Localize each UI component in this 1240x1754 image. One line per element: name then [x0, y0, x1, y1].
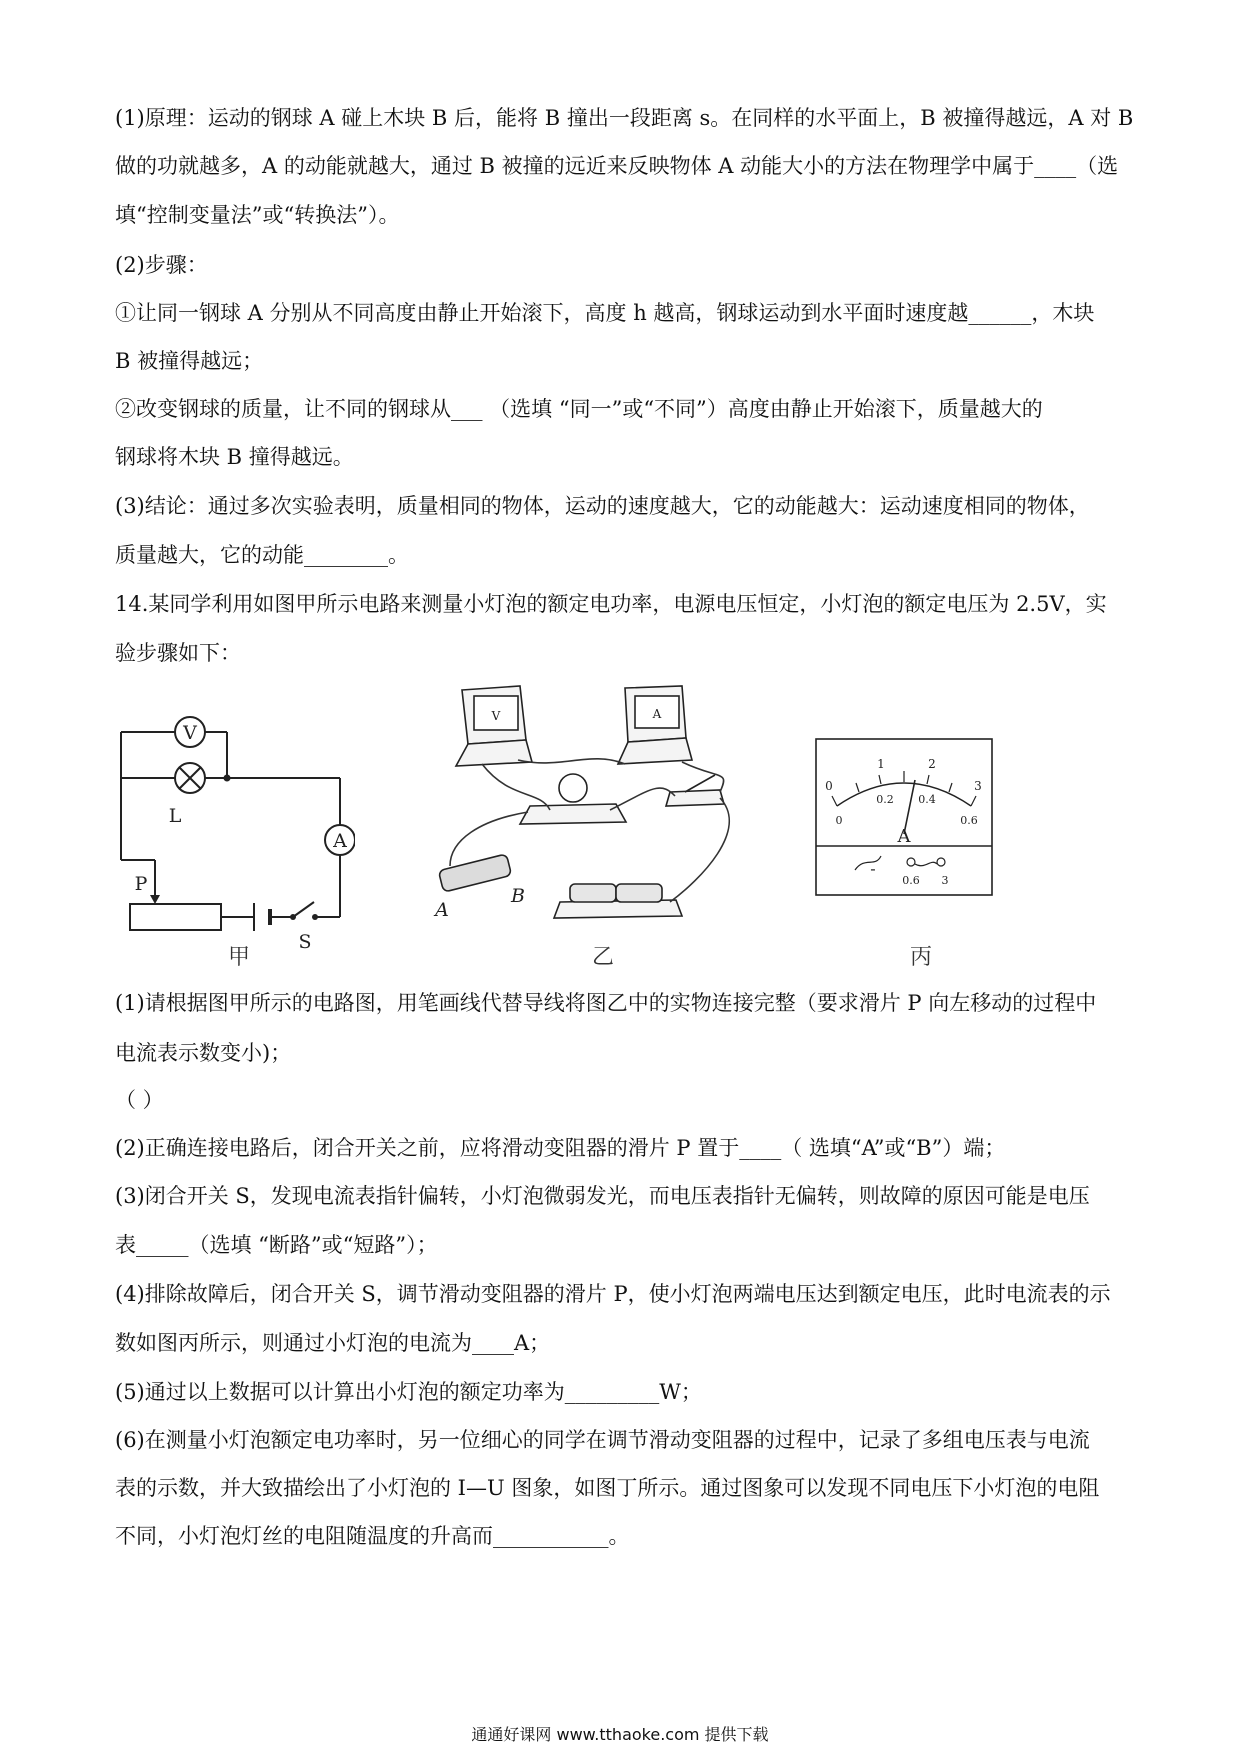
q14-item4-line2: 数如图丙所示，则通过小灯泡的电流为____A；: [115, 1331, 551, 1355]
bing-bottom-tick-2: 0.4: [918, 793, 936, 806]
q14-item6-line1: (6)在测量小灯泡额定电功率时，另一位细心的同学在调节滑动变阻器的过程中，记录了多组电压表与电流: [115, 1428, 1090, 1452]
bing-unit-label: A: [897, 826, 911, 847]
ammeter-face-bing: [815, 738, 995, 898]
bing-top-tick-0: 0: [825, 779, 833, 793]
bing-terminal-negative: -: [870, 859, 876, 878]
q14-item1-answer-blank: （ ）: [115, 1088, 164, 1112]
q14-item6-line2: 表的示数，并大致描绘出了小灯泡的 I—U 图象，如图丁所示。通过图象可以发现不同电压下小灯泡的电阻: [115, 1476, 1100, 1500]
jia-slider-label: P: [134, 873, 148, 895]
bing-bottom-tick-0: 0: [835, 814, 843, 827]
q14-stem-line1: 14.某同学利用如图甲所示电路来测量小灯泡的额定电功率，电源电压恒定，小灯泡的额定电压为 2.5V，实: [115, 592, 1107, 616]
q14-item5: (5)通过以上数据可以计算出小灯泡的额定功率为_________W；: [115, 1380, 702, 1404]
bing-top-tick-1: 1: [877, 757, 885, 771]
q13-principle-line1: (1)原理：运动的钢球 A 碰上木块 B 后，能将 B 撞出一段距离 s。在同样的水平面上，B 被撞得越远，A 对 B: [115, 106, 1134, 130]
yi-voltmeter-face-label: V: [491, 709, 501, 723]
q14-item4-line1: (4)排除故障后，闭合开关 S，调节滑动变阻器的滑片 P，使小灯泡两端电压达到额定电压，此时电流表的示: [115, 1282, 1111, 1306]
jia-voltmeter-label: V: [183, 722, 197, 744]
q13-step2-line1: ②改变钢球的质量，让不同的钢球从___ （选填 “同一”或“不同”）高度由静止开始滚下，质量越大的: [115, 397, 1043, 421]
q13-principle-line2: 做的功就越多，A 的动能就越大，通过 B 被撞的远近来反映物体 A 动能大小的方法在物理学中属于____（选: [115, 154, 1119, 178]
jia-switch-label: S: [298, 931, 312, 950]
q14-figures: [115, 690, 1015, 970]
yi-end-b-label: B: [511, 885, 525, 907]
q13-conclusion-line1: (3)结论：通过多次实验表明，质量相同的物体，运动的速度越大，它的动能越大：运动速度相同的物体，: [115, 494, 1090, 518]
bing-terminal-3: 3: [941, 874, 949, 887]
yi-ammeter-face-label: A: [652, 707, 662, 721]
q14-item1-line1: (1)请根据图甲所示的电路图，用笔画线代替导线将图乙中的实物连接完整（要求滑片 P 向左移动的过程中: [115, 991, 1097, 1015]
q13-step1-line1: ①让同一钢球 A 分别从不同高度由静止开始滚下，高度 h 越高，钢球运动到水平面时速度越______，木块: [115, 301, 1095, 325]
q14-item2: (2)正确连接电路后，闭合开关之前，应将滑动变阻器的滑片 P 置于____（ 选填“A”或“B”）端；: [115, 1136, 1006, 1160]
circuit-diagram-jia: [115, 690, 355, 950]
q13-principle-line3: 填“控制变量法”或“转换法”）。: [115, 203, 400, 227]
page-footer: 通通好课网 www.tthaoke.com 提供下载: [471, 1725, 769, 1744]
q14-item1-line2: 电流表示数变小)；: [115, 1041, 292, 1065]
yi-end-a-label: A: [435, 899, 449, 921]
caption-yi: 乙: [592, 945, 615, 970]
q14-item3-line1: (3)闭合开关 S，发现电流表指针偏转，小灯泡微弱发光，而电压表指针无偏转，则故障的原因可能是电压: [115, 1184, 1090, 1208]
caption-jia: 甲: [228, 945, 251, 970]
bing-terminal-06: 0.6: [902, 874, 920, 887]
bing-bottom-tick-1: 0.2: [876, 793, 894, 806]
q13-conclusion-line2: 质量越大，它的动能________。: [115, 543, 409, 567]
q14-stem-line2: 验步骤如下：: [115, 641, 241, 665]
q13-step2-line2: 钢球将木块 B 撞得越远。: [115, 445, 354, 469]
caption-bing: 丙: [910, 945, 933, 970]
bing-bottom-tick-3: 0.6: [960, 814, 978, 827]
q13-step1-line2: B 被撞得越远；: [115, 349, 264, 373]
apparatus-drawing-yi: [420, 680, 780, 940]
q14-item3-line2: 表_____（选填 “断路”或“短路”）；: [115, 1233, 438, 1257]
jia-ammeter-label: A: [333, 830, 347, 852]
q14-item6-line3: 不同，小灯泡灯丝的电阻随温度的升高而___________。: [115, 1524, 630, 1548]
q13-steps-heading: (2)步骤：: [115, 253, 208, 277]
jia-lamp-label: L: [168, 805, 182, 827]
bing-top-tick-2: 2: [928, 757, 936, 771]
bing-top-tick-3: 3: [974, 779, 982, 793]
